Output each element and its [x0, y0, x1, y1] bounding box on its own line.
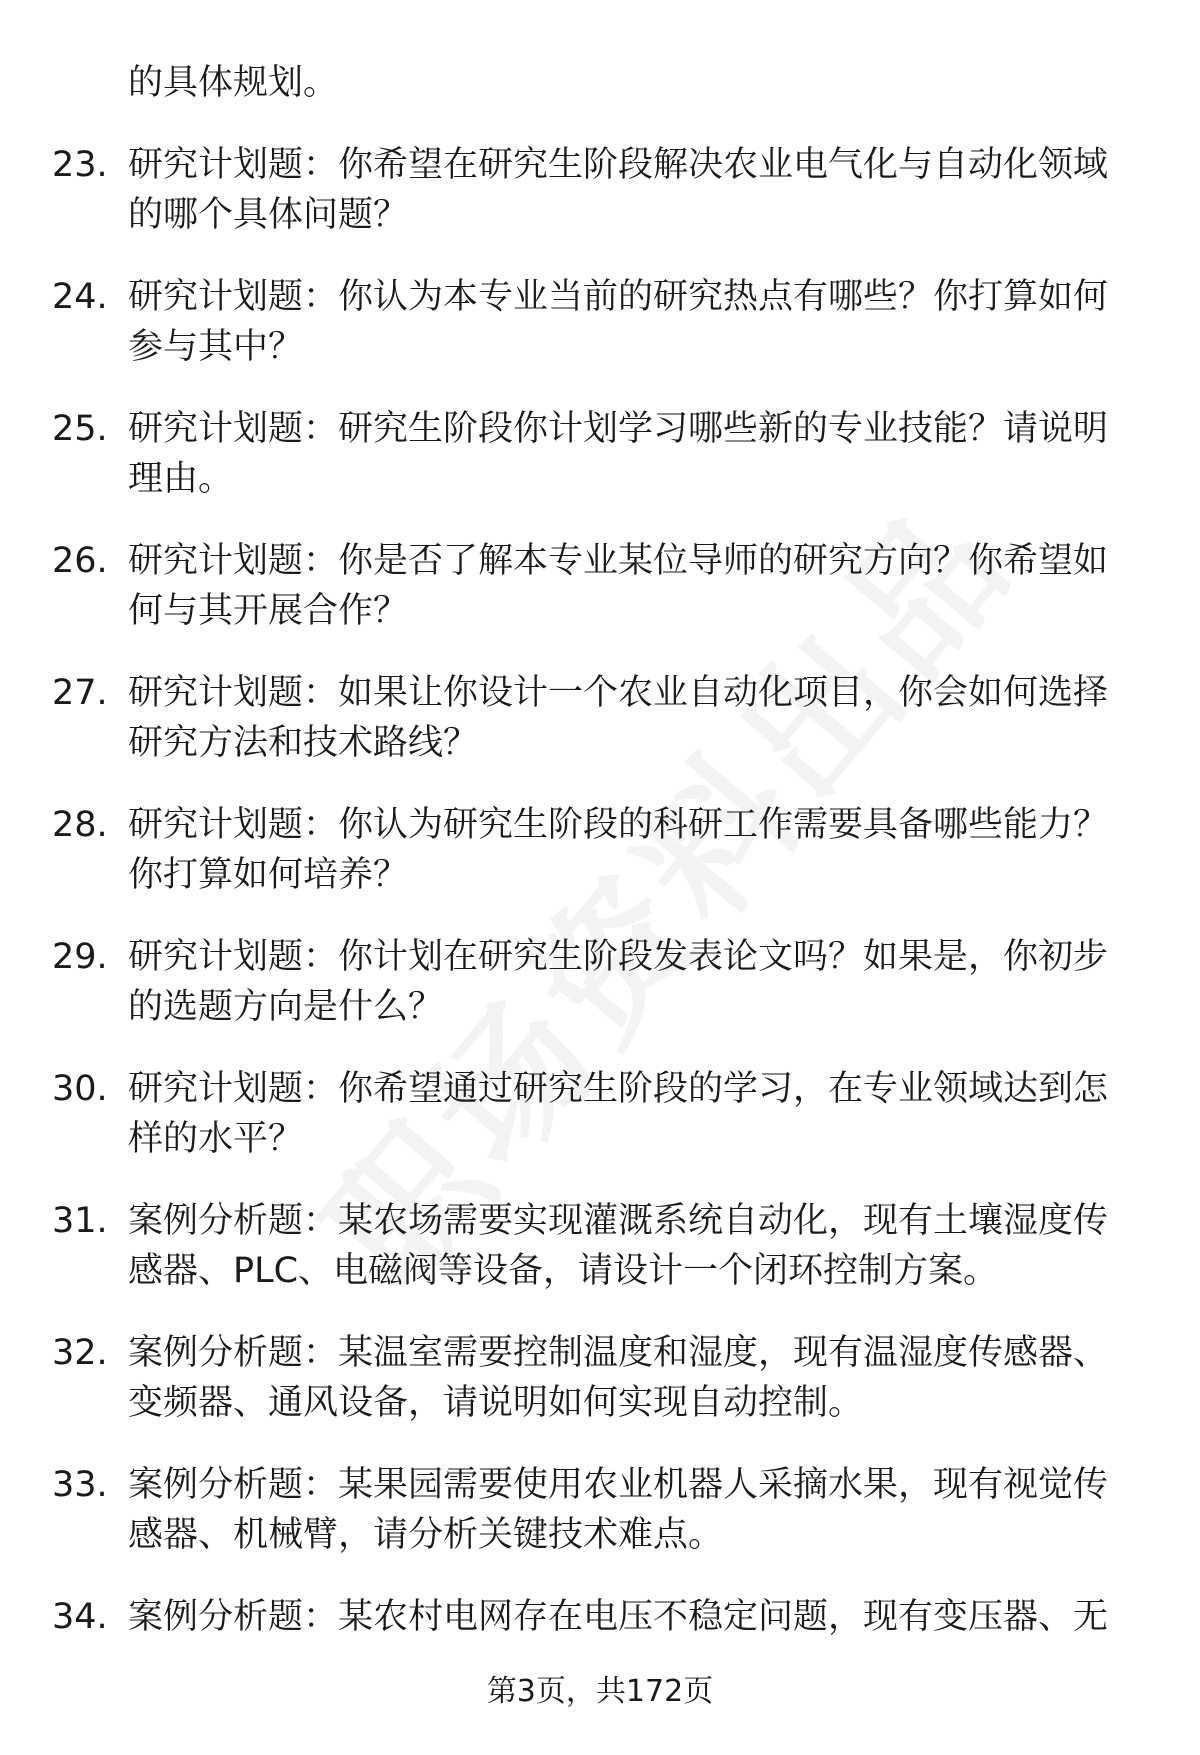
question-text-line: 研究计划题：你希望通过研究生阶段的学习，在专业领域达到怎	[128, 1069, 1109, 1109]
question-text-line: 研究计划题：你认为本专业当前的研究热点有哪些？你打算如何	[128, 277, 1109, 317]
question-number: 32.	[52, 1333, 108, 1373]
question-text	[128, 140, 1138, 240]
question-item	[0, 1064, 1200, 1196]
question-text-line: 变频器、通风设备，请说明如何实现自动控制。	[128, 1383, 864, 1423]
question-number: 34.	[52, 1597, 108, 1637]
question-number: 23.	[52, 145, 108, 185]
question-text	[128, 1196, 1138, 1296]
continuation-text: 的具体规划。	[128, 63, 339, 103]
question-text-line: 研究计划题：你计划在研究生阶段发表论文吗？如果是，你初步	[128, 937, 1109, 977]
question-text	[128, 668, 1138, 768]
question-text-line: 感器、机械臂，请分析关键技术难点。	[128, 1515, 724, 1555]
question-item	[0, 1328, 1200, 1460]
question-number: 31.	[52, 1201, 108, 1241]
question-text	[128, 536, 1138, 636]
question-item	[0, 1460, 1200, 1592]
question-text	[128, 404, 1138, 504]
question-text-line: 研究计划题：你希望在研究生阶段解决农业电气化与自动化领域	[128, 145, 1109, 185]
question-text-line: 参与其中？	[128, 327, 304, 367]
question-number: 24.	[52, 277, 108, 317]
question-text-line: 案例分析题：某果园需要使用农业机器人采摘水果，现有视觉传	[128, 1465, 1109, 1505]
question-text-line: 的选题方向是什么？	[128, 987, 444, 1027]
question-text-line: 研究方法和技术路线？	[128, 723, 479, 763]
question-item	[0, 536, 1200, 668]
question-item	[0, 404, 1200, 536]
question-text-line: 研究计划题：你认为研究生阶段的科研工作需要具备哪些能力？	[128, 805, 1109, 845]
question-text-line: 理由。	[128, 459, 234, 499]
question-text-line: 研究计划题：如果让你设计一个农业自动化项目，你会如何选择	[128, 673, 1109, 713]
question-text	[128, 932, 1138, 1032]
question-text-line: 你打算如何培养？	[128, 855, 409, 895]
question-text-line: 感器、PLC、电磁阀等设备，请设计一个闭环控制方案。	[128, 1251, 999, 1291]
question-text-line: 何与其开展合作？	[128, 591, 409, 631]
question-item	[0, 800, 1200, 932]
question-number: 27.	[52, 673, 108, 713]
question-number: 33.	[52, 1465, 108, 1505]
question-text	[128, 1592, 1138, 1642]
question-text	[128, 1460, 1138, 1560]
question-text	[128, 272, 1138, 372]
question-item	[0, 668, 1200, 800]
page-footer: 第3页，共172页	[486, 1674, 714, 1709]
question-number: 30.	[52, 1069, 108, 1109]
question-number: 25.	[52, 409, 108, 449]
question-item	[0, 1196, 1200, 1328]
question-text	[128, 1328, 1138, 1428]
question-item	[0, 140, 1200, 272]
question-list	[0, 140, 1200, 1724]
question-text-line: 样的水平？	[128, 1119, 304, 1159]
question-text-line: 研究计划题：研究生阶段你计划学习哪些新的专业技能？请说明	[128, 409, 1109, 449]
question-number: 26.	[52, 541, 108, 581]
question-text-line: 研究计划题：你是否了解本专业某位导师的研究方向？你希望如	[128, 541, 1109, 581]
question-text-line: 案例分析题：某温室需要控制温度和湿度，现有温湿度传感器、	[128, 1333, 1109, 1373]
question-text-line: 案例分析题：某农场需要实现灌溉系统自动化，现有土壤湿度传	[128, 1201, 1109, 1241]
question-item	[0, 272, 1200, 404]
question-item	[0, 932, 1200, 1064]
question-text-line: 案例分析题：某农村电网存在电压不稳定问题，现有变压器、无	[128, 1597, 1109, 1637]
question-number: 28.	[52, 805, 108, 845]
question-text	[128, 800, 1138, 900]
question-text	[128, 1064, 1138, 1164]
question-number: 29.	[52, 937, 108, 977]
question-text-line: 的哪个具体问题？	[128, 195, 409, 235]
